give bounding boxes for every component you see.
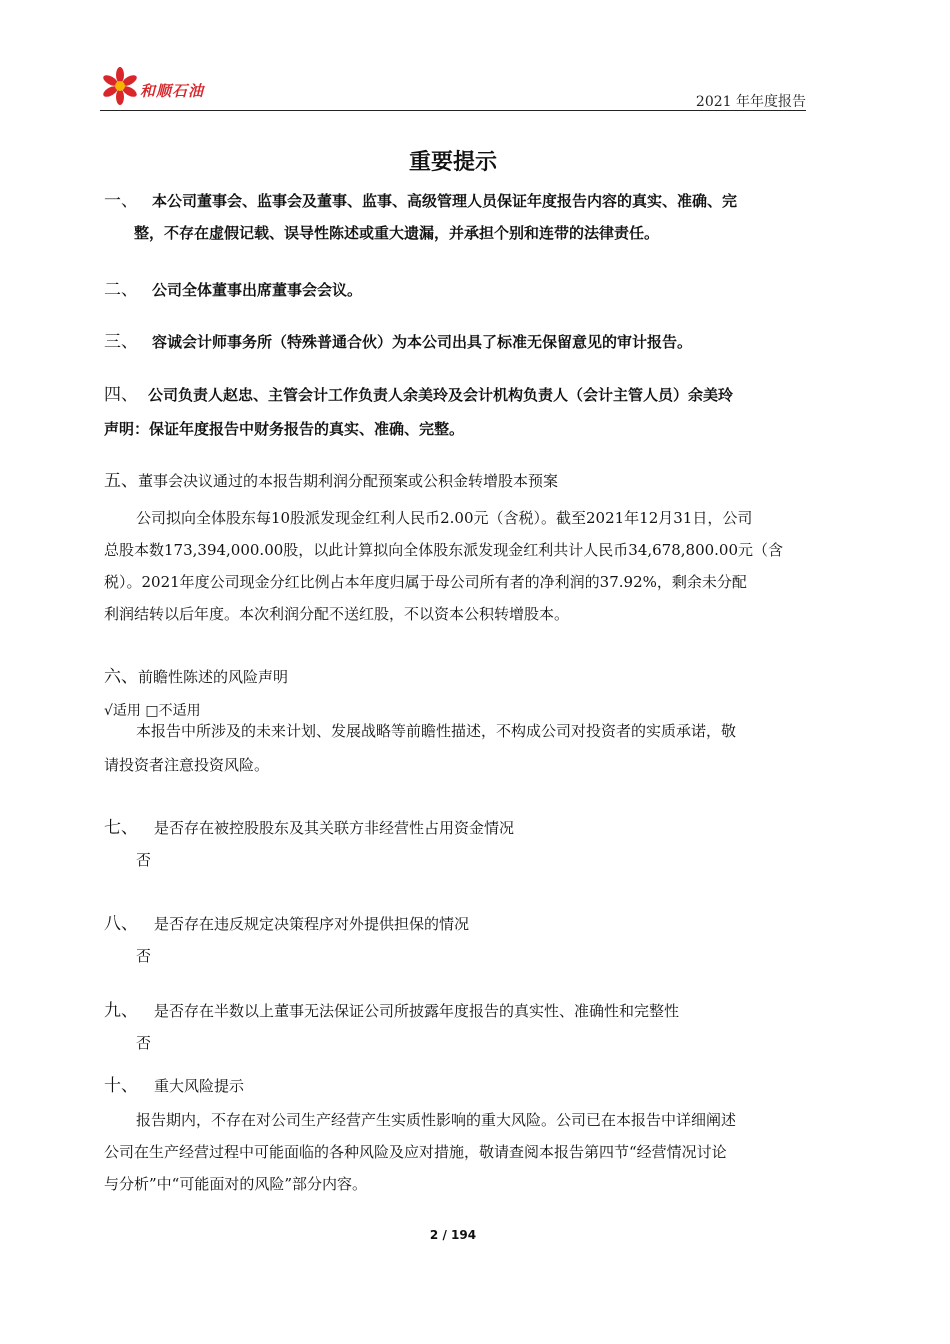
section-7-heading xyxy=(104,813,514,843)
section-5-paragraph-line: 利润结转以后年度。本次利润分配不送红股，不以资本公积转增股本。 xyxy=(104,605,570,623)
section-number: 一、 xyxy=(104,191,138,211)
section-heading: 是否存在被控股股东及其关联方非经营性占用资金情况 xyxy=(154,819,515,837)
section-2 xyxy=(104,275,362,305)
flower-logo-icon xyxy=(100,66,140,106)
section-9-answer: 否 xyxy=(136,1034,152,1052)
applicability-checkbox: √适用 □不适用 xyxy=(104,703,201,719)
section-number: 七、 xyxy=(104,818,138,838)
section-number: 四、 xyxy=(104,385,138,405)
section-7-answer: 否 xyxy=(136,851,152,869)
section-heading: 是否存在半数以上董事无法保证公司所披露年度报告的真实性、准确性和完整性 xyxy=(154,1002,680,1020)
section-4 xyxy=(104,380,733,410)
section-number: 三、 xyxy=(104,332,138,352)
section-heading: 董事会决议通过的本报告期利润分配预案或公积金转增股本预案 xyxy=(138,472,559,490)
report-title: 2021 年年度报告 xyxy=(695,94,806,110)
section-text: 公司全体董事出席董事会会议。 xyxy=(152,281,363,299)
section-number: 十、 xyxy=(104,1076,138,1096)
section-5-paragraph-line: 公司拟向全体股东每10股派发现金红利人民币2.00元（含税）。截至2021年12月31日，公司 xyxy=(136,509,753,527)
section-text: 容诚会计师事务所（特殊普通合伙）为本公司出具了标准无保留意见的审计报告。 xyxy=(152,333,693,351)
company-logo xyxy=(100,66,230,106)
page-number: 2 / 194 xyxy=(429,1228,477,1242)
section-10-paragraph-line: 报告期内，不存在对公司生产经营产生实质性影响的重大风险。公司已在本报告中详细阐述 xyxy=(136,1111,737,1129)
section-4-continued: 声明：保证年度报告中财务报告的真实、准确、完整。 xyxy=(104,420,465,438)
section-6-paragraph-line: 请投资者注意投资风险。 xyxy=(104,756,270,774)
section-10-heading xyxy=(104,1071,244,1101)
section-10-paragraph-line: 与分析”中“可能面对的风险”部分内容。 xyxy=(104,1175,368,1193)
section-9-heading xyxy=(104,996,679,1026)
section-number: 五、 xyxy=(104,471,138,491)
section-8-heading xyxy=(104,909,469,939)
section-6-paragraph-line: 本报告中所涉及的未来计划、发展战略等前瞻性描述，不构成公司对投资者的实质承诺，敬 xyxy=(136,722,737,740)
section-heading: 是否存在违反规定决策程序对外提供担保的情况 xyxy=(154,915,470,933)
section-6-heading xyxy=(104,662,288,692)
section-5-paragraph-line: 税）。2021年度公司现金分红比例占本年度归属于母公司所有者的净利润的37.92%，剩余未分配 xyxy=(104,573,747,591)
section-text: 公司负责人赵忠、主管会计工作负责人余美玲及会计机构负责人（会计主管人员）余美玲 xyxy=(148,386,734,404)
section-5-heading xyxy=(104,466,558,496)
section-number: 九、 xyxy=(104,1001,138,1021)
section-number: 二、 xyxy=(104,280,138,300)
header-divider xyxy=(100,110,806,111)
section-number: 六、 xyxy=(104,667,138,687)
section-1-continued: 整，不存在虚假记载、误导性陈述或重大遗漏，并承担个别和连带的法律责任。 xyxy=(134,224,660,242)
page-title: 重要提示 xyxy=(408,150,497,175)
logo-text: 和顺石油 xyxy=(140,82,205,100)
section-1 xyxy=(104,186,737,216)
section-text: 本公司董事会、监事会及董事、监事、高级管理人员保证年度报告内容的真实、准确、完 xyxy=(152,192,738,210)
section-3 xyxy=(104,327,692,357)
section-5-paragraph-line: 总股本数173,394,000.00股，以此计算拟向全体股东派发现金红利共计人民币34,678,800.00元（含 xyxy=(104,541,784,559)
section-8-answer: 否 xyxy=(136,947,152,965)
section-number: 八、 xyxy=(104,914,138,934)
section-10-paragraph-line: 公司在生产经营过程中可能面临的各种风险及应对措施，敬请查阅本报告第四节“经营情况讨论 xyxy=(104,1143,727,1161)
section-heading: 前瞻性陈述的风险声明 xyxy=(138,668,289,686)
section-heading: 重大风险提示 xyxy=(154,1077,245,1095)
